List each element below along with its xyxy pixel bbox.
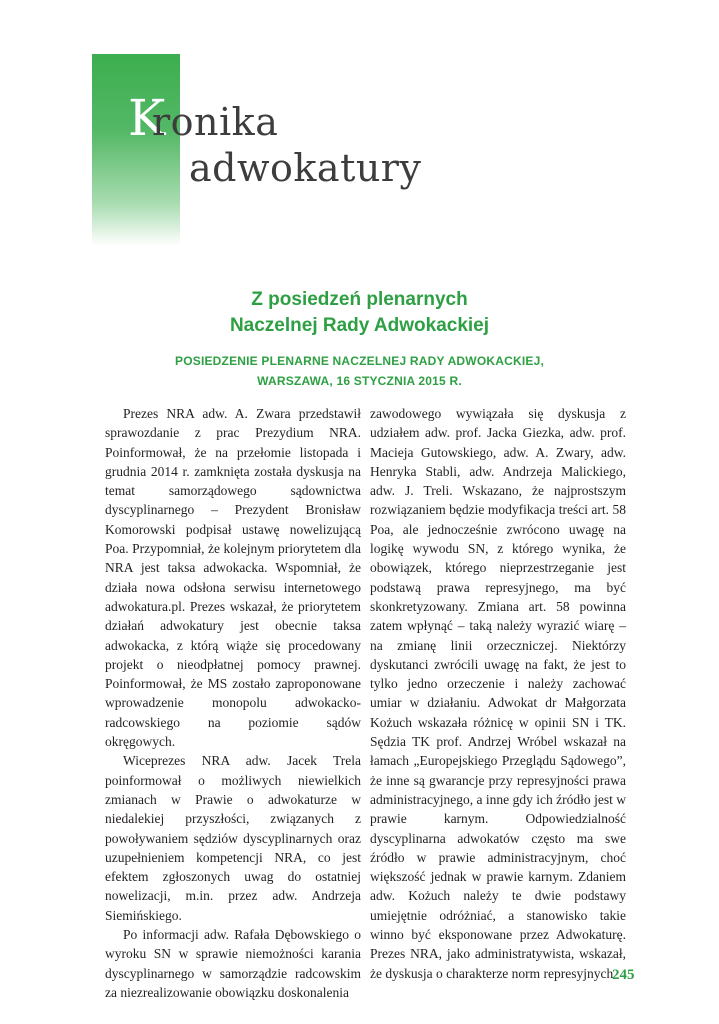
paragraph: Po informacji adw. Rafała Dębowskiego o wyroku SN w sprawie niemożności karania dyscyplinarnego w samorządzie radcowskim za niezrealizowanie obowiązku doskonalenia [105, 927, 361, 1000]
section-title-line1 [128, 89, 421, 147]
article-title [0, 287, 719, 339]
meeting-subheading [0, 351, 719, 391]
section-title-initial: K [128, 89, 166, 147]
paragraph: Prezes NRA adw. A. Zwara przedstawił sprawozdanie z prac Prezydium NRA. Poinformował, że na przełomie listopada i grudnia 2014 r. zamknięta została dyskusja na temat samorządowego sądownictwa dyscyplinarnego – Prezydent Bronisław Komorowski podpisał ustawę nowelizującą Poa. Przypomniał, że kolejnym priorytetem dla NRA jest taksa adwokacka. Wspomniał, że działa nowa odsłona serwisu internetowego adwokatura.pl. Prezes wskazał, że priorytetem działań adwokatury jest obecnie taksa adwokacka, z którą wiąże się procedowany projekt o nieodpłatnej pomocy prawnej. Poinformował, że MS zostało zaproponowane wprowadzenie monopolu adwokacko-radcowskiego na poziomie sądów okręgowych. [105, 406, 361, 750]
section-title [128, 89, 422, 190]
article-title-line1: Z posiedzeń plenarnych [251, 289, 468, 310]
paragraph-continued: zawodowego wywiązała się dyskusja z udziałem adw. prof. Jacka Giezka, adw. prof. Macieja Gutowskiego, adw. A. Zwary, adw. Henryka Stabli, adw. Andrzeja Malickiego, adw. J. Treli. Wskazano, że najprostszym rozwiązaniem będzie modyfikacja treści art. 58 Poa, ale jednocześnie zwrócono uwagę na logikę wywodu SN, z którego wynika, że obowiązek, którego nieprzestrzeganie jest podstawą prawa represyjnego, ma być skonkretyzowany. Zmiana art. 58 powinna zatem wpłynąć – taką należy wyrazić wiarę – na zmianę linii orzeczniczej. Niektórzy dyskutanci zwrócili uwagę na fakt, że jest to tylko jedno orzeczenie i należy zachować umiar w działaniu. Adwokat dr Małgorzata Kożuch wskazała różnicę w opinii SN i TK. Sędzia TK prof. Andrzej Wróbel wskazał na łamach „Europejskiego Przeglądu Sądowego”, że inne są gwarancje przy represyjności prawa administracyjnego, a inne gdy ich źródło jest w prawie karnym. Odpowiedzialność dyscyplinarna adwokatów często ma swe źródło w prawie administracyjnym, choć większość jednak w prawie karnym. Zdaniem adw. Kożuch należy te dwie podstawy umiejętnie odróżniać, a stanowisko takie winno być eksponowane przez Adwokaturę. Prezes NRA, jako administratywista, wskazał, że dyskusja o charakterze norm represyjnych [370, 406, 626, 981]
meeting-subheading-line1: POSIEDZENIE PLENARNE NACZELNEJ RADY ADWOKACKIEJ, [175, 354, 544, 368]
section-title-rest: ronika [152, 100, 279, 144]
section-title-line2: adwokatury [189, 146, 422, 190]
paragraph: Wiceprezes NRA adw. Jacek Trela poinformował o możliwych niewielkich zmianach w Prawie o adwokaturze w niedalekiej przyszłości, związanych z powoływaniem sędziów dyscyplinarnych oraz uzupełnieniem kompetencji NRA, co jest efektem zgłoszonych uwag do ostatniej nowelizacji, m.in. przez adw. Andrzeja Siemińskiego. [105, 753, 361, 923]
article-title-line2: Naczelnej Rady Adwokackiej [229, 315, 490, 336]
body-column-right [370, 404, 626, 983]
body-column-left [105, 404, 361, 1002]
page-number: 245 [612, 967, 635, 983]
meeting-subheading-line2: WARSZAWA, 16 STYCZNIA 2015 R. [257, 374, 462, 388]
